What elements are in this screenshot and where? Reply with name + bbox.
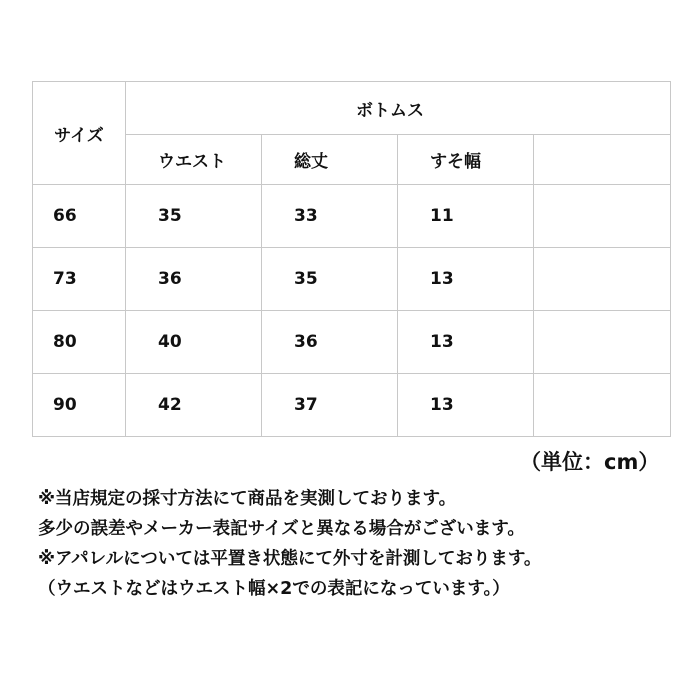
waist-cell: 35 bbox=[126, 185, 262, 248]
length-cell: 37 bbox=[262, 374, 398, 437]
waist-cell: 42 bbox=[126, 374, 262, 437]
header-row-columns bbox=[33, 135, 671, 185]
empty-header bbox=[534, 135, 671, 185]
note-line: （ウエストなどはウエスト幅×2での表記になっています。） bbox=[38, 579, 510, 599]
note-line: ※当店規定の採寸方法にて商品を実測しております。 bbox=[38, 489, 457, 509]
unit-label: （単位：cm） bbox=[520, 450, 660, 474]
hem-width-cell: 13 bbox=[398, 374, 534, 437]
table-row bbox=[33, 311, 671, 374]
size-cell: 80 bbox=[33, 311, 126, 374]
table-row bbox=[33, 248, 671, 311]
length-cell: 36 bbox=[262, 311, 398, 374]
size-header: サイズ bbox=[33, 82, 126, 185]
notes-list bbox=[38, 484, 541, 604]
size-cell: 90 bbox=[33, 374, 126, 437]
note-line: ※アパレルについては平置き状態にて外寸を計測しております。 bbox=[38, 549, 542, 569]
hem-width-cell: 13 bbox=[398, 311, 534, 374]
empty-cell bbox=[534, 374, 671, 437]
hem-width-header: すそ幅 bbox=[398, 135, 534, 185]
note-line: 多少の誤差やメーカー表記サイズと異なる場合がございます。 bbox=[38, 519, 525, 539]
size-cell: 66 bbox=[33, 185, 126, 248]
bottoms-header: ボトムス bbox=[126, 82, 671, 135]
hem-width-cell: 11 bbox=[398, 185, 534, 248]
empty-cell bbox=[534, 311, 671, 374]
size-cell: 73 bbox=[33, 248, 126, 311]
length-cell: 35 bbox=[262, 248, 398, 311]
table-row bbox=[33, 374, 671, 437]
waist-cell: 40 bbox=[126, 311, 262, 374]
length-header: 総丈 bbox=[262, 135, 398, 185]
empty-cell bbox=[534, 248, 671, 311]
header-row-group bbox=[33, 82, 671, 135]
empty-cell bbox=[534, 185, 671, 248]
table-row bbox=[33, 185, 671, 248]
waist-header: ウエスト bbox=[126, 135, 262, 185]
hem-width-cell: 13 bbox=[398, 248, 534, 311]
waist-cell: 36 bbox=[126, 248, 262, 311]
length-cell: 33 bbox=[262, 185, 398, 248]
size-chart-table bbox=[32, 81, 671, 437]
